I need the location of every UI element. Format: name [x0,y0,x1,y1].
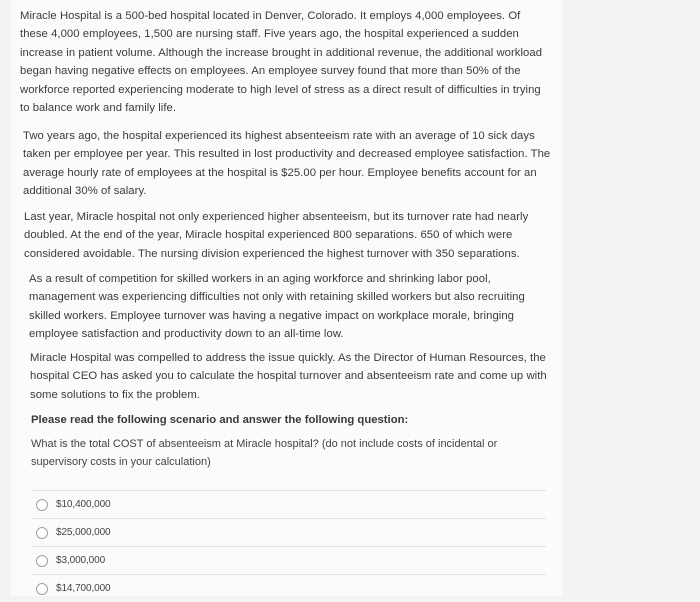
answer-option-3[interactable] [31,546,546,574]
scenario-paragraph-2: Two years ago, the hospital experienced its highest absenteeism rate with an average of 10 sick days taken per employee per year. This resulted in lost productivity and decreased employee satisfaction. The average hourly rate of employees at the hospital is $25.00 per hour. Employee benefits account for an additional 30% of salary. [23,130,551,198]
scenario-paragraph-3: Last year, Miracle hospital not only experienced higher absenteeism, but its turnover rate had nearly doubled. At the end of the year, Miracle hospital experienced 800 separations. 650 of which were considered avoidable. The nursing division experienced the highest turnover with 350 separations. [24,211,529,260]
answer-option-label[interactable]: $14,700,000 [56,583,111,594]
question-text: What is the total COST of absenteeism at Miracle hospital? (do not include costs of incidental or supervisory costs in your calculation) [31,438,498,468]
scenario-paragraph-4: As a result of competition for skilled workers in an aging workforce and shrinking labor pool, management was experiencing difficulties not only with retaining skilled workers but also recruiting skilled workers. Employee turnover was having a negative impact on workplace morale, bringing employee satisfaction and productivity down to an all-time low. [29,273,525,341]
answer-option-label[interactable]: $10,400,000 [56,499,111,510]
instruction-text: Please read the following scenario and answer the following question: [31,414,409,426]
answer-options [31,490,546,602]
radio-button-icon[interactable] [36,499,48,511]
answer-option-4[interactable] [31,574,546,602]
radio-button-icon[interactable] [36,555,48,567]
answer-option-2[interactable] [31,518,546,546]
radio-button-icon[interactable] [36,527,48,539]
radio-button-icon[interactable] [36,583,48,595]
answer-option-label[interactable]: $3,000,000 [56,555,106,566]
scenario-paragraph-1: Miracle Hospital is a 500-bed hospital located in Denver, Colorado. It employs 4,000 employees. Of these 4,000 employees, 1,500 are nursing staff. Five years ago, the hospital experienced a sudden increase in patient volume. Although the increase brought in additional revenue, the additional workload began having negative effects on employees. An employee survey found that more than 50% of the workforce reported experiencing moderate to high level of stress as a direct result of difficulties in trying to balance work and family life. [20,10,543,115]
scenario-paragraph-5: Miracle Hospital was compelled to address the issue quickly. As the Director of Human Resources, the hospital CEO has asked you to calculate the hospital turnover and absenteeism rate and come up with some solutions to fix the problem. [30,352,547,401]
answer-option-1[interactable] [31,490,546,518]
answer-option-label[interactable]: $25,000,000 [56,527,111,538]
